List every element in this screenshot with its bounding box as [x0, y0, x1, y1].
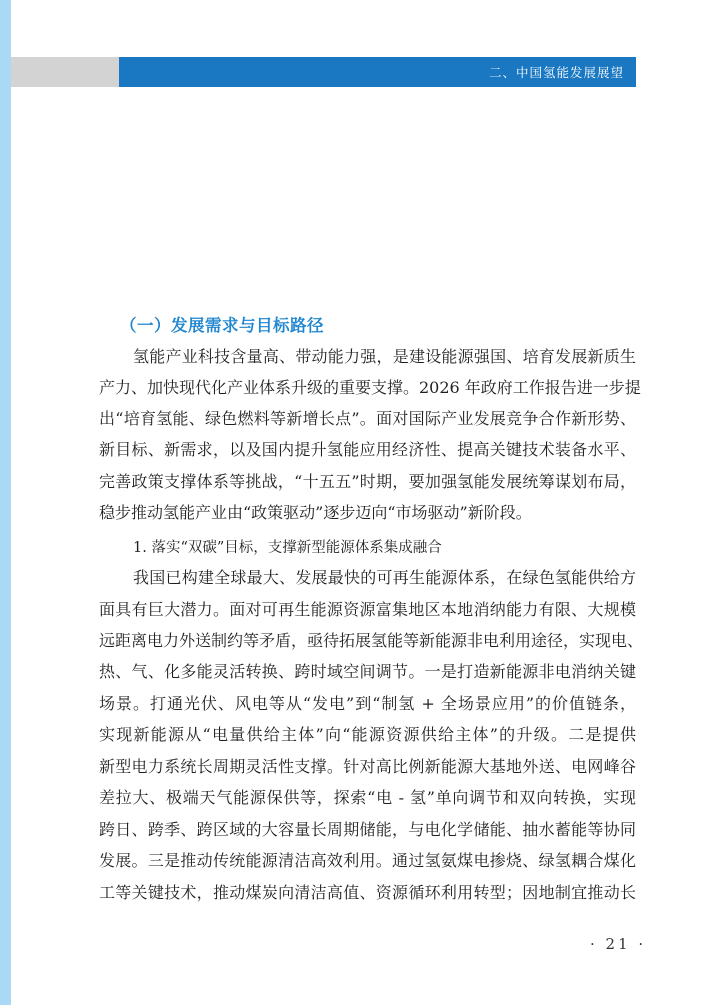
intro-line-3: 出“培育氢能、绿色燃料等新增长点”。面对国际产业发展竞争合作新形势、 — [99, 409, 636, 428]
body-line-4: 热、气、化多能灵活转换、跨时域空间调节。一是打造新能源非电消纳关键 — [99, 662, 636, 681]
subsection-heading: 1. 落实“双碳”目标，支撑新型能源体系集成融合 — [133, 540, 442, 556]
intro-line-1: 氢能产业科技含量高、带动能力强，是建设能源强国、培育发展新质生 — [133, 347, 636, 366]
body-line-7: 新型电力系统长周期灵活性支撑。针对高比例新能源大基地外送、电网峰谷 — [99, 757, 636, 776]
section-heading: （一）发展需求与目标路径 — [120, 316, 324, 335]
body-line-11: 工等关键技术，推动煤炭向清洁高值、资源循环利用转型；因地制宜推动长 — [99, 883, 636, 902]
body-line-9: 跨日、跨季、跨区域的大容量长周期储能，与电化学储能、抽水蓄能等协同 — [99, 820, 636, 839]
left-color-band — [0, 0, 11, 1005]
page-number: · 21 · — [590, 935, 647, 953]
intro-line-4: 新目标、新需求，以及国内提升氢能应用经济性、提高关键技术装备水平、 — [99, 440, 636, 459]
body-line-10: 发展。三是推动传统能源清洁高效利用。通过氢氨煤电掺烧、绿氢耦合煤化 — [99, 851, 636, 870]
intro-line-2: 产力、加快现代化产业体系升级的重要支撑。2026 年政府工作报告进一步提 — [99, 378, 641, 397]
header-gray-block — [11, 57, 119, 87]
body-line-1: 我国已构建全球最大、发展最快的可再生能源体系，在绿色氢能供给方 — [133, 568, 636, 587]
body-line-3: 远距离电力外送制约等矛盾，亟待拓展氢能等新能源非电利用途径，实现电、 — [99, 631, 644, 650]
intro-line-5: 完善政策支撑体系等挑战，“十五五”时期，要加强氢能发展统筹谋划布局， — [99, 472, 636, 491]
intro-line-6: 稳步推动氢能产业由“政策驱动”逐步迈向“市场驱动”新阶段。 — [99, 503, 532, 522]
body-line-2: 面具有巨大潜力。面对可再生能源资源富集地区本地消纳能力有限、大规模 — [99, 600, 636, 619]
running-header-title: 二、中国氢能发展展望 — [488, 65, 624, 80]
running-header-bar — [119, 57, 636, 87]
body-line-8: 差拉大、极端天气能源保供等，探索“电 - 氢”单向调节和双向转换，实现 — [99, 788, 636, 807]
body-line-5: 场景。打通光伏、风电等从“发电”到“制氢 + 全场景应用”的价值链条， — [99, 694, 636, 713]
body-line-6: 实现新能源从“电量供给主体”向“能源资源供给主体”的升级。二是提供 — [99, 725, 636, 744]
